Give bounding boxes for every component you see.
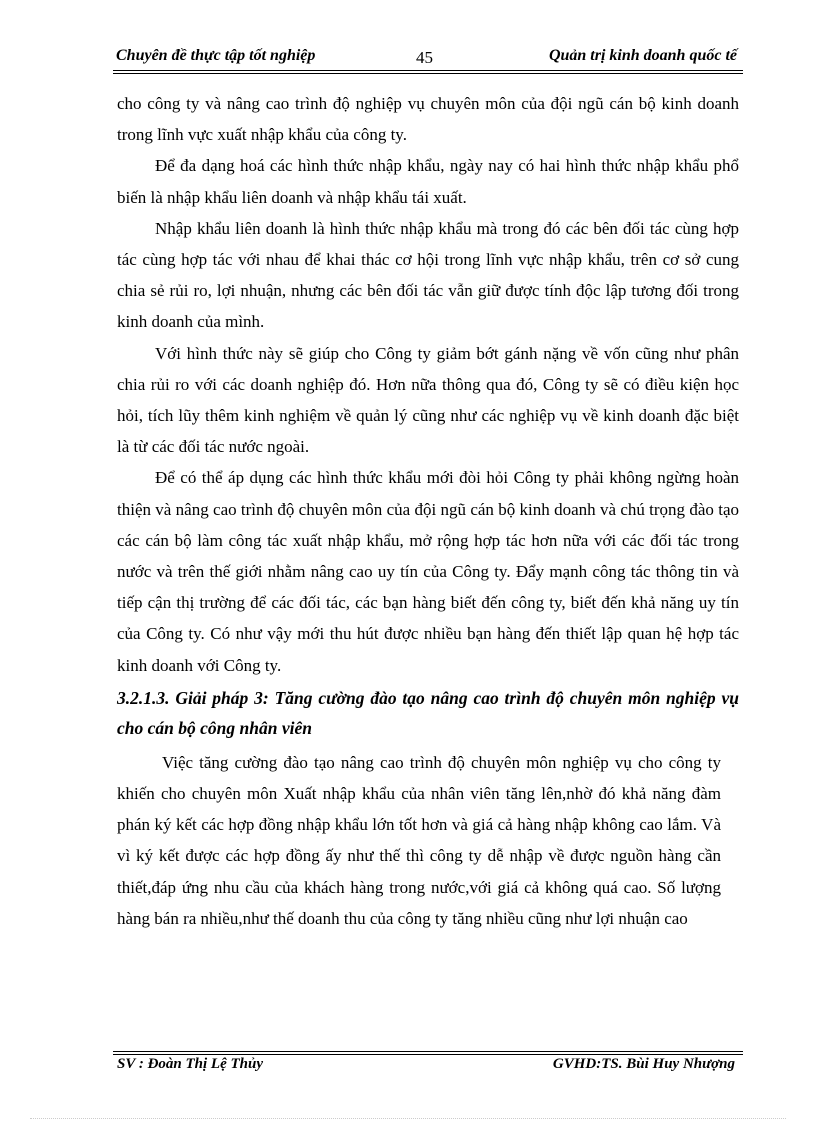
footer-rule-top xyxy=(113,1051,743,1052)
footer-rule-bottom xyxy=(113,1054,743,1055)
footer-student: SV : Đoàn Thị Lệ Thủy xyxy=(117,1056,263,1072)
paragraph-2: Để đa dạng hoá các hình thức nhập khẩu, ngày nay có hai hình thức nhập khẩu phổ biến là nhập khẩu liên doanh và nhập khẩu tái xuất. xyxy=(117,156,739,207)
section-heading: 3.2.1.3. Giải pháp 3: Tăng cường đào tạo nâng cao trình độ chuyên môn nghiệp vụ cho cán bộ công nhân viên xyxy=(117,687,739,738)
paragraph-1: cho công ty và nâng cao trình độ nghiệp vụ chuyên môn của đội ngũ cán bộ kinh doanh trong lĩnh vực xuất nhập khẩu của công ty. xyxy=(117,94,739,145)
header-title: Chuyên đề thực tập tốt nghiệp xyxy=(116,47,316,64)
section-content xyxy=(117,747,721,934)
header-subject: Quản trị kinh doanh quốc tế xyxy=(548,47,737,64)
footer-advisor: GVHD:TS. Bùi Huy Nhượng xyxy=(552,1056,735,1072)
paragraph-4: Với hình thức này sẽ giúp cho Công ty giảm bớt gánh nặng về vốn cũng như phân chia rủi ro với các doanh nghiệp đó. Hơn nữa thông qua đó, Công ty sẽ có điều kiện học hỏi, tích lũy thêm kinh nghiệm về quản lý cũng như các nghiệp vụ về kinh doanh đặc biệt là từ các đối tác nước ngoài. xyxy=(117,343,739,457)
header-rule-bottom xyxy=(113,73,743,74)
body-text xyxy=(117,88,739,934)
paragraph-5: Để có thể áp dụng các hình thức khẩu mới đòi hỏi Công ty phải không ngừng hoàn thiện và nâng cao trình độ chuyên môn của đội ngũ cán bộ kinh doanh và chú trọng đào tạo các cán bộ làm công tác xuất nhập khẩu, mở rộng hợp tác hơn nữa với các đối tác trong nước và trên thế giới nhằm nâng cao uy tín của Công ty. Đẩy mạnh công tác thông tin và tiếp cận thị trường để các đối tác, các bạn hàng biết đến công ty, biết đến khả năng uy tín của Công ty. Có như vậy mới thu hút được nhiều bạn hàng đến thiết lập quan hệ hợp tác kinh doanh với Công ty. xyxy=(117,468,739,675)
paragraph-3: Nhập khẩu liên doanh là hình thức nhập khẩu mà trong đó các bên đối tác cùng hợp tác cùng hợp tác với nhau để khai thác cơ hội trong lĩnh vực nhập khẩu, trên cơ sở cung chia sẻ rủi ro, lợi nhuận, nhưng các bên đối tác vẫn giữ được tính độc lập tương đối trong kinh doanh của mình. xyxy=(117,218,739,332)
header-rule-top xyxy=(113,70,743,71)
page-edge-dots xyxy=(30,1118,786,1119)
page-number: 45 xyxy=(416,48,433,67)
page-header xyxy=(113,44,743,70)
section-paragraph: Việc tăng cường đào tạo nâng cao trình độ chuyên môn nghiệp vụ cho công ty khiến cho chuyên môn Xuất nhập khẩu của nhân viên tăng lên,nhờ đó khả năng đàm phán ký kết các hợp đồng nhập khẩu lớn tốt hơn và giá cả hàng nhập không cao lắm. Và vì ký kết được các hợp đồng ấy như thế thì công ty dễ nhập về được nguồn hàng cần thiết,đáp ứng nhu cầu của khách hàng trong nước,với giá cả không quá cao. Số lượng hàng bán ra nhiều,như thế doanh thu của công ty tăng nhiều cũng như lợi nhuận cao xyxy=(117,752,721,928)
